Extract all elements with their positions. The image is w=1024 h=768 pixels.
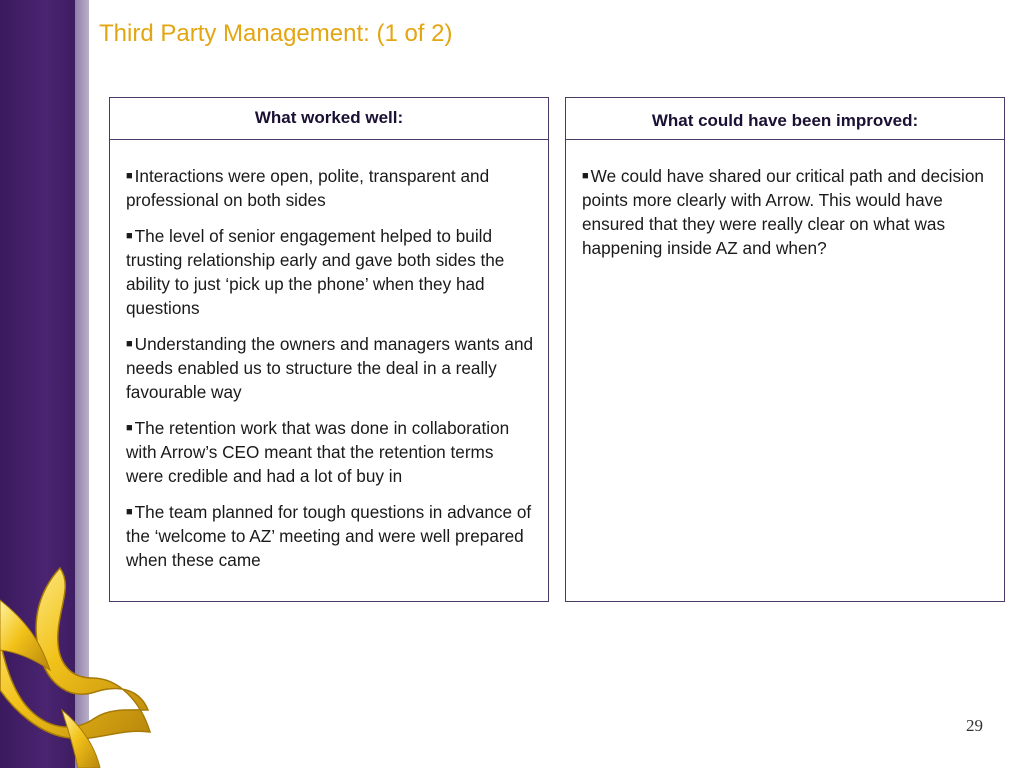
list-item: ■ The team planned for tough questions in advance of the ‘welcome to AZ’ meeting and were well prepared when these came	[126, 502, 532, 570]
improvements-list	[566, 140, 1004, 260]
list-item: ■ Interactions were open, polite, transparent and professional on both sides	[126, 166, 490, 210]
worked-well-panel	[109, 97, 549, 602]
worked-well-list	[110, 140, 548, 572]
improvements-panel	[565, 97, 1005, 602]
slide-title: Third Party Management: (1 of 2)	[99, 20, 453, 47]
list-item: ■ The level of senior engagement helped to build trusting relationship early and gave both sides the ability to just ‘pick up the phone’ when they had questions	[126, 226, 505, 318]
worked-well-header: What worked well:	[110, 98, 548, 140]
list-item: ■ We could have shared our critical path and decision points more clearly with Arrow. This would have ensured that they were really clear on what was happening inside AZ and when?	[582, 166, 984, 258]
square-bullet-icon: ■	[126, 170, 133, 182]
square-bullet-icon: ■	[126, 230, 133, 242]
list-item: ■ Understanding the owners and managers wants and needs enabled us to structure the deal in a really favourable way	[126, 334, 534, 402]
square-bullet-icon: ■	[126, 338, 133, 350]
square-bullet-icon: ■	[126, 506, 133, 518]
square-bullet-icon: ■	[582, 170, 589, 182]
list-item: ■ The retention work that was done in collaboration with Arrow’s CEO meant that the retention terms were credible and had a lot of buy in	[126, 418, 510, 486]
square-bullet-icon: ■	[126, 422, 133, 434]
improvements-header: What could have been improved:	[566, 98, 1004, 140]
page-number: 29	[966, 716, 983, 735]
